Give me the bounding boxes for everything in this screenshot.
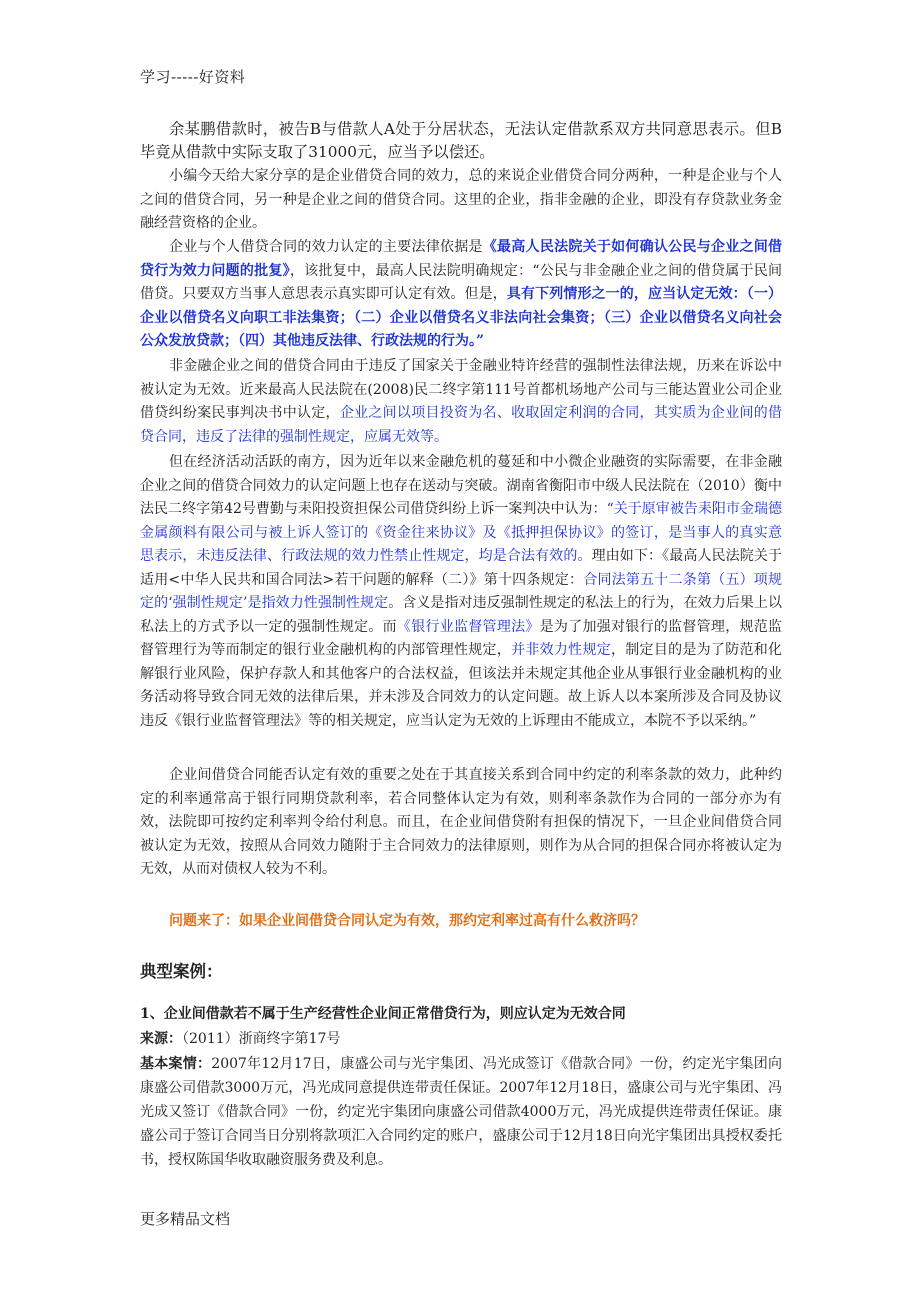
paragraph-4 bbox=[140, 355, 782, 449]
paragraph-6: 企业间借贷合同能否认定有效的重要之处在于其直接关系到合同中约定的利率条款的效力，此种约定的利率通常高于银行同期贷款利率，若合同整体认定为有效，则利率条款作为合同的一部分亦为有效，法院即可按约定利率判令给付利息。而且，在企业间借贷附有担保的情况下，一旦企业间借贷合同被认定为无效，按照从合同效力随附于主合同效力的法律原则，则作为从合同的担保合同亦将被认定为无效，从而对债权人较为不利。 bbox=[140, 767, 782, 877]
para4-highlight: 企业之间以项目投资为名、收取固定利润的合同，其实质为企业间的借贷合同，违反了法律的强制性规定，应属无效等。 bbox=[140, 405, 783, 445]
page-header: 学习-----好资料 bbox=[140, 68, 246, 86]
para5-highlight-d: 合同法第五十二条第（五）项规定的‘强制性规定’是指效力性强制性规定 bbox=[140, 571, 783, 611]
para5-highlight-h: 并非效力性规定 bbox=[511, 642, 612, 658]
paragraph-1: 余某鹏借款时，被告B与借款人A处于分居状态，无法认定借款系双方共同意思表示。但B毕竟从借款中实际支取了31000元，应当予以偿还。 bbox=[140, 120, 782, 161]
case-title: 1、企业间借款若不属于生产经营性企业间正常借贷行为，则应认定为无效合同 bbox=[140, 1006, 626, 1022]
para5-text-g: 是为了加强对银行的监督管理，规范监督管理行为等而制定的银行业金融机构的内部管理性规定， bbox=[140, 618, 783, 658]
para3-text-c: ，该批复中，最高人民法院明确规定：“公民与非金融企业之间的借贷属于民间借贷。只要双方当事人意思表示真实即可认定有效。但是， bbox=[140, 262, 783, 302]
case-facts-text: 2007年12月17日，康盛公司与光宇集团、冯光成签订《借款合同》一份，约定光宇集团向康盛公司借款3000万元，冯光成同意提供连带责任保证。2007年12月18日，盛康公司与光宇集团、冯光成又签订《借款合同》一份，约定光宇集团向康盛公司借款4000万元，冯光成提供连带责任保证。康盛公司于签订合同当日分别将款项汇入合同约定的账户，盛康公司于12月18日向光宇集团出具授权委托书，授权陈国华收取融资服务费及利息。 bbox=[140, 1056, 782, 1168]
section-title: 典型案例： bbox=[140, 962, 223, 981]
case-source-value: （2011）浙商终字第17号 bbox=[182, 1031, 341, 1047]
para5-quote: “关于原审被告耒阳市金瑞德金属颜料有限公司与被上诉人签订的《资金往来协议》及《抵押担保协议》的签订，是当事人的真实意思表示，未违反法律、行政法规的效力性禁止性规定，均是合法有效的。 bbox=[140, 501, 782, 564]
question-line: 问题来了：如果企业间借贷合同认定为有效，那约定利率过高有什么救济吗？ bbox=[169, 913, 645, 929]
para5-text-a: 但在经济活动活跃的南方，因为近年以来金融危机的蔓延和中小微企业融资的实际需要，在非金融企业之间的借贷合同效力的认定问题上也存在送动与突破。湖南省衡阳市中级人民法院在（2010）衡中法民二终字第42号曹勤与耒阳投资担保公司借贷纠纷上诉一案判决中认为： bbox=[140, 454, 782, 517]
case-source-label: 来源： bbox=[140, 1031, 182, 1047]
para3-invalid-cases: 具有下列情形之一的，应当认定无效：（一）企业以借贷名义向职工非法集资；（二）企业以借贷名义非法向社会集资；（三）企业以借贷名义向社会公众发放贷款；（四）其他违反法律、行政法规的行为。” bbox=[140, 286, 783, 349]
para3-law-title: 《最高人民法院关于如何确认公民与企业之间借贷行为效力问题的批复》 bbox=[140, 239, 783, 279]
page-footer: 更多精品文档 bbox=[140, 1210, 231, 1228]
para5-text-c: 理由如下：《最高人民法院关于适用<中华人民共和国合同法>若干问题的解释（二）》第十四条规定： bbox=[140, 548, 783, 588]
para5-highlight-f: 《银行业监督管理法》 bbox=[396, 618, 540, 635]
case-source bbox=[140, 1028, 340, 1048]
para3-text-a: 企业与个人借贷合同的效力认定的主要法律依据是 bbox=[169, 239, 483, 255]
paragraph-5 bbox=[140, 451, 782, 733]
para4-text-a: 非金融企业之间的借贷合同由于违反了国家关于金融业特许经营的强制性法律法规，历来在诉讼中被认定为无效。近来最高人民法院在(2008)民二终字第111号首都机场地产公司与三能达置业公司企业借贷纠纷案民事判决书中认定， bbox=[140, 358, 782, 421]
paragraph-2: 小编今天给大家分享的是企业借贷合同的效力，总的来说企业借贷合同分两种，一种是企业与个人之间的借贷合同，另一种是企业之间的借贷合同。这里的企业，指非金融的企业，即没有存贷款业务金融经营资格的企业。 bbox=[140, 168, 782, 231]
case-facts bbox=[140, 1052, 782, 1172]
paragraph-3 bbox=[140, 236, 782, 354]
para5-text-e: 。含义是指对违反强制性规定的私法上的行为，在效力后果上以私法上的方式予以一定的强制性规定。而 bbox=[140, 595, 783, 635]
case-facts-label: 基本案情： bbox=[140, 1056, 212, 1072]
para5-text-i: ，制定目的是为了防范和化解银行业风险，保护存款人和其他客户的合法权益，但该法并未规定其他企业从事银行业金融机构的业务活动将导致合同无效的法律后果，并未涉及合同效力的认定问题。故上诉人以本案所涉及合同及协议违反《银行业监督管理法》等的相关规定，应当认定为无效的上诉理由不能成立，本院不予以采纳。” bbox=[140, 642, 783, 729]
